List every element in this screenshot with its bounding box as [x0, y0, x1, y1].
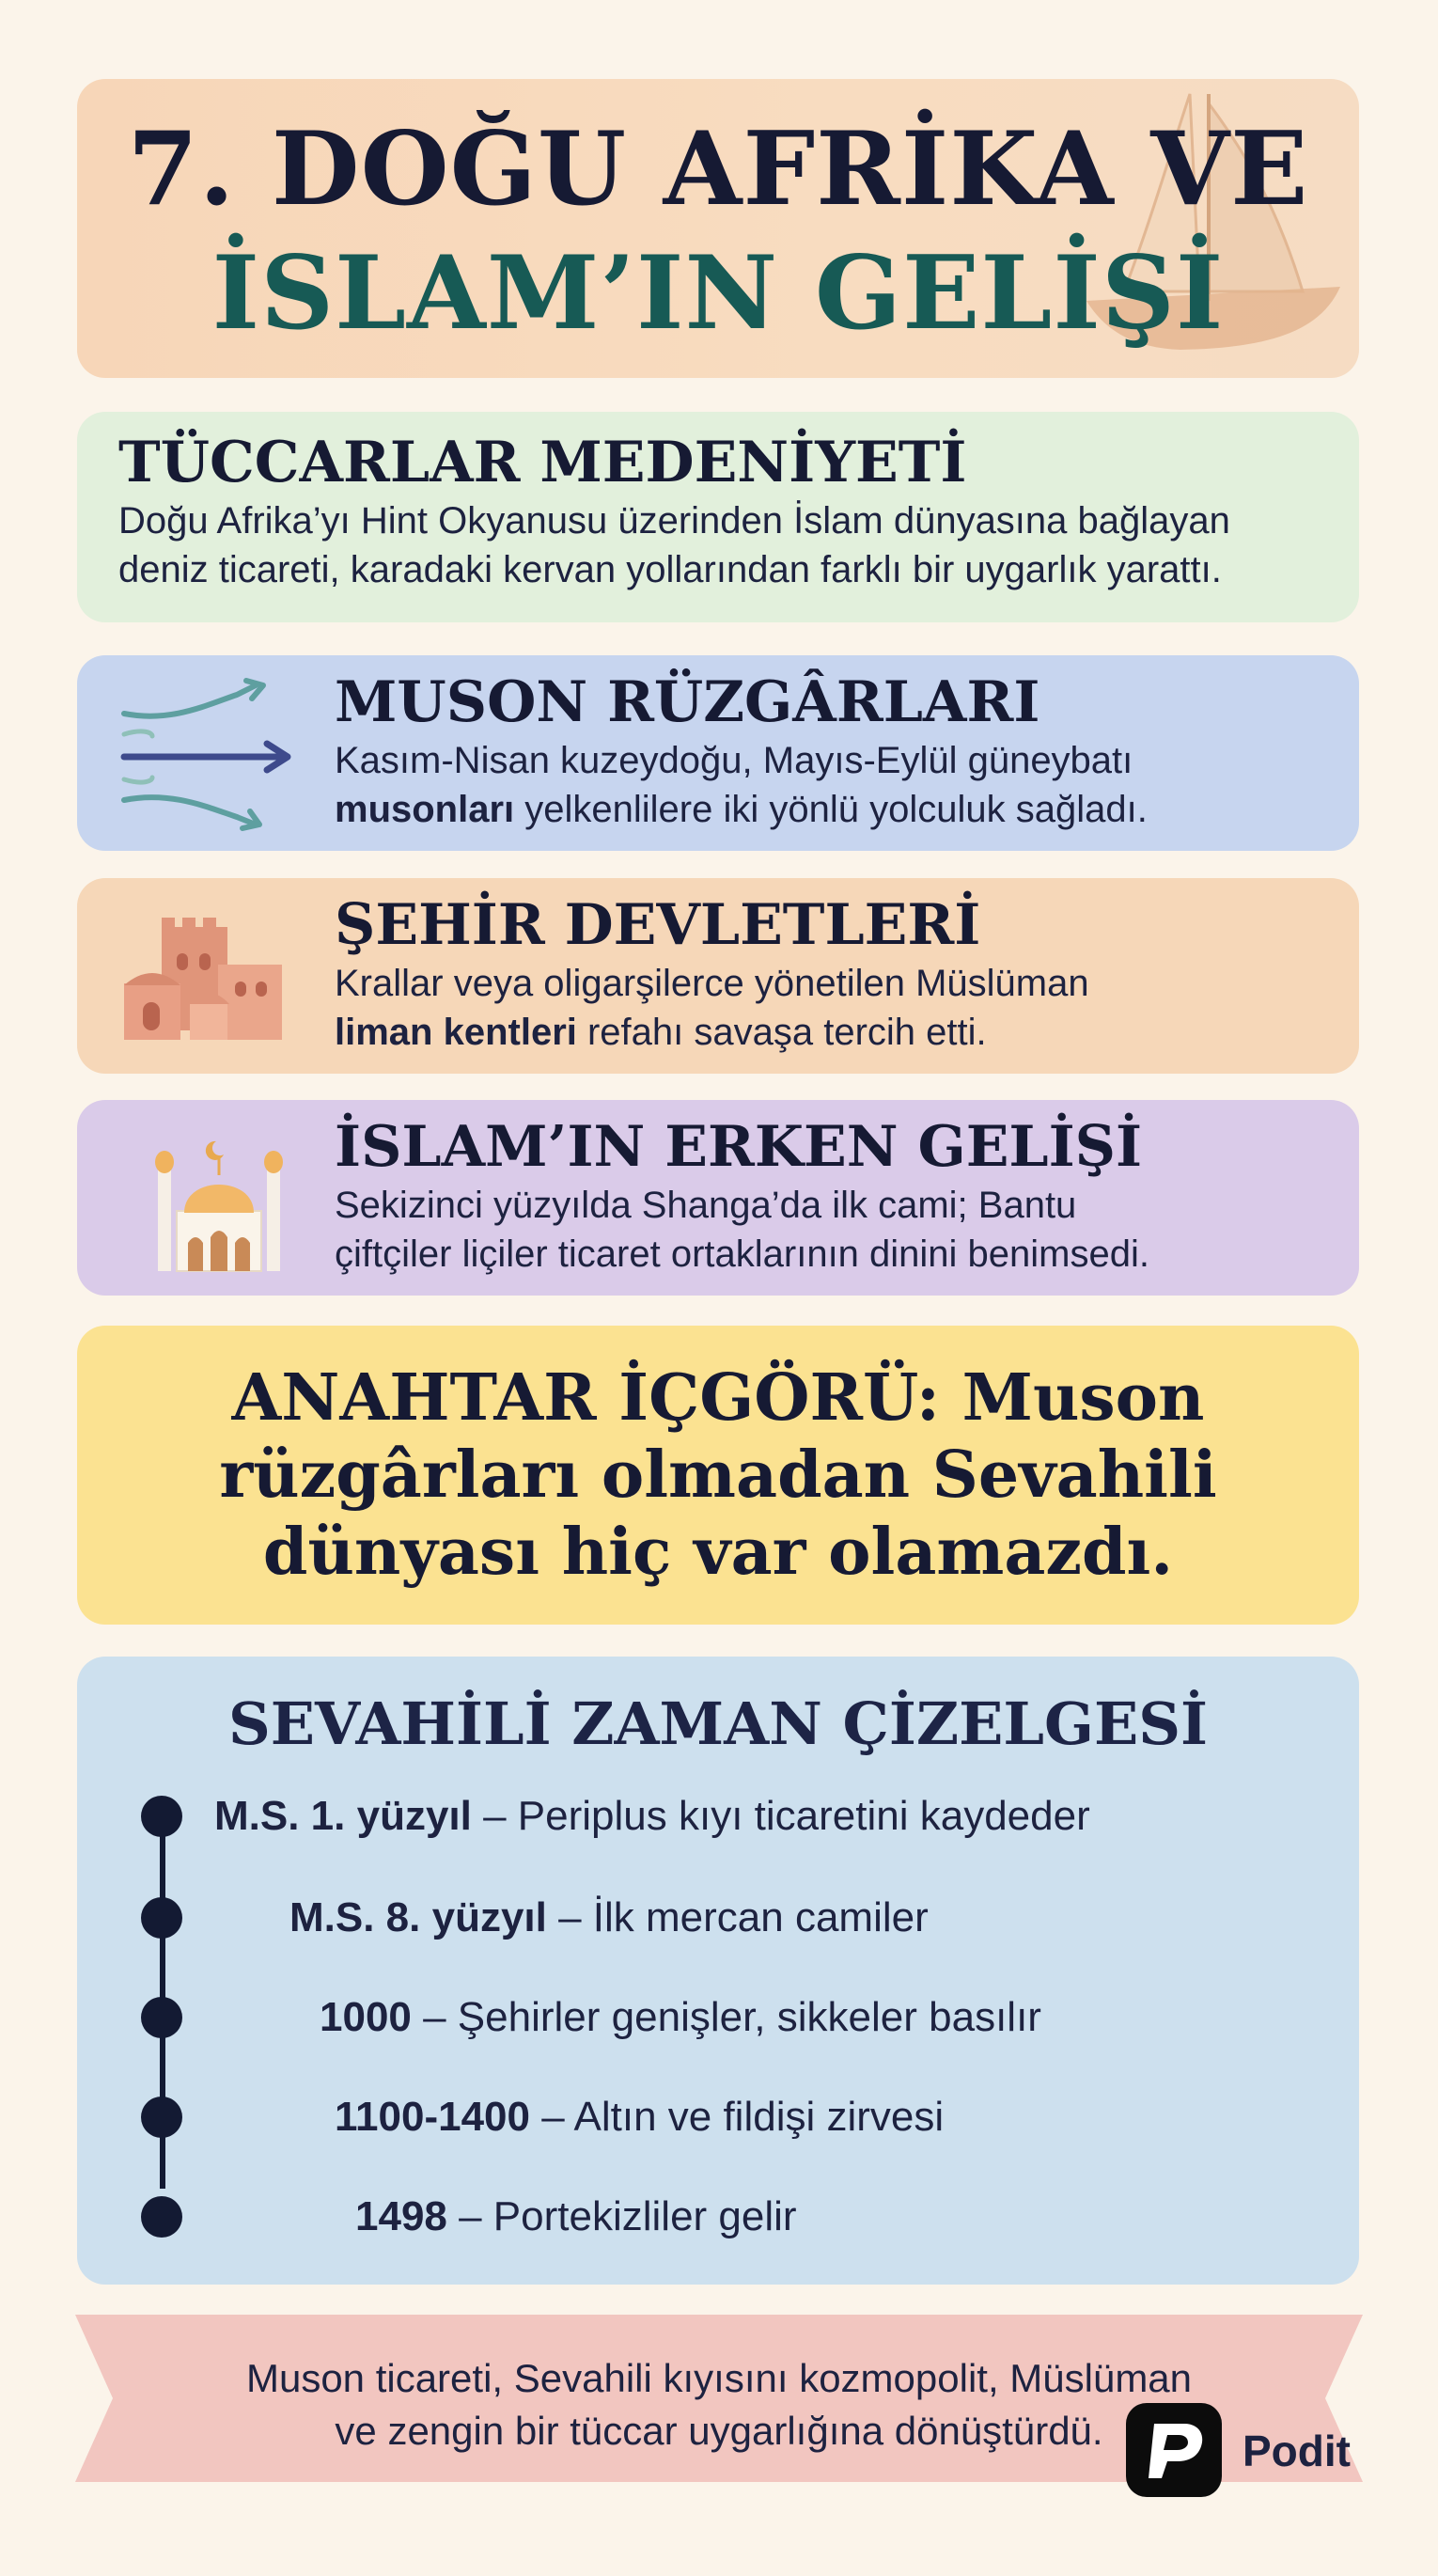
timeline-date: 1000: [320, 1994, 412, 2040]
timeline-date: 1100-1400: [335, 2094, 530, 2140]
timeline-dot: [141, 2097, 182, 2138]
city-buildings-icon: [105, 899, 331, 1057]
city-states-heading: ŞEHİR DEVLETLERİ: [335, 892, 981, 958]
monsoon-body-line-1: Kasım-Nisan kuzeydoğu, Mayıs-Eylül güneybatı: [335, 740, 1133, 781]
timeline-date: 1498: [355, 2193, 447, 2239]
brand-name: Podit: [1243, 2427, 1351, 2475]
timeline-dot: [141, 1997, 182, 2038]
timeline-date: M.S. 8. yüzyıl: [289, 1894, 547, 1940]
title-card: [77, 79, 1359, 378]
timeline-item: [335, 2091, 944, 2144]
city-states-body-line-2: [335, 1008, 1331, 1057]
merchants-body-line-1: Doğu Afrika’yı Hint Okyanusu üzerinden İslam dünyasına bağlayan: [118, 500, 1230, 542]
islam-spread-body-line-1: Sekizinci yüzyılda Shanga’da ilk cami; Bantu: [335, 1185, 1077, 1226]
city-states-card: [77, 878, 1359, 1074]
timeline-date: M.S. 1. yüzyıl: [214, 1793, 472, 1839]
merchants-card: [77, 412, 1359, 622]
islam-spread-body-line-2: çiftçiler liçiler ticaret ortaklarının dinini benimsedi.: [335, 1233, 1149, 1275]
timeline-event: – İlk mercan camiler: [546, 1894, 929, 1940]
key-insight-line-1: ANAHTAR İÇGÖRÜ: Muson: [231, 1360, 1205, 1436]
timeline-title: SEVAHİLİ ZAMAN ÇİZELGESİ: [228, 1689, 1208, 1758]
merchants-heading: TÜCCARLAR MEDENİYETİ: [118, 430, 967, 495]
timeline-event: – Portekizliler gelir: [446, 2193, 797, 2239]
timeline-item: [355, 2191, 797, 2243]
monsoon-card: [77, 655, 1359, 851]
timeline-item: [289, 1892, 929, 1944]
key-insight-card: [77, 1326, 1359, 1625]
key-insight-line-2: rüzgârları olmadan Sevahili: [219, 1437, 1217, 1513]
mosque-icon: [105, 1121, 331, 1279]
title-line-2: İSLAM’IN GELİŞİ: [211, 234, 1225, 353]
timeline-item: [320, 1991, 1041, 2044]
city-states-bold-term: liman kentleri: [335, 1012, 577, 1053]
footer-line-2: ve zengin bir tüccar uygarlığına dönüştürdü.: [335, 2409, 1103, 2453]
wind-arrows-icon: [105, 676, 331, 834]
timeline-event: – Şehirler genişler, sikkeler basılır: [411, 1994, 1041, 2040]
islam-spread-heading: İSLAM’IN ERKEN GELİŞİ: [335, 1114, 1143, 1180]
timeline-dot: [141, 2196, 182, 2238]
key-insight-line-3: dünyası hiç var olamazdı.: [262, 1515, 1174, 1590]
timeline-event: – Periplus kıyı ticaretini kaydeder: [471, 1793, 1090, 1839]
timeline-card: [77, 1657, 1359, 2285]
monsoon-heading: MUSON RÜZGÂRLARI: [335, 669, 1040, 735]
footer-line-1: Muson ticareti, Sevahili kıyısını kozmopolit, Müslüman: [245, 2356, 1193, 2400]
monsoon-body-line-2: [335, 785, 1331, 834]
merchants-body-line-2: deniz ticareti, karadaki kervan yollarından farklı bir uygarlık yarattı.: [118, 549, 1222, 590]
timeline-item: [214, 1790, 1090, 1843]
timeline-dot: [141, 1897, 182, 1939]
timeline-dot: [141, 1796, 182, 1837]
timeline-event: – Altın ve fildişi zirvesi: [530, 2094, 945, 2140]
city-states-body-rest: refahı savaşa tercih etti.: [576, 1012, 987, 1053]
monsoon-bold-term: musonları: [335, 789, 515, 830]
city-states-body-line-1: Krallar veya oligarşilerce yönetilen Müslüman: [335, 963, 1089, 1004]
podit-logo-icon: [1126, 2403, 1222, 2497]
islam-spread-card: [77, 1100, 1359, 1296]
monsoon-body-rest: yelkenlilere iki yönlü yolculuk sağladı.: [514, 789, 1148, 830]
title-line-1: 7. DOĞU AFRİKA VE: [127, 110, 1309, 228]
